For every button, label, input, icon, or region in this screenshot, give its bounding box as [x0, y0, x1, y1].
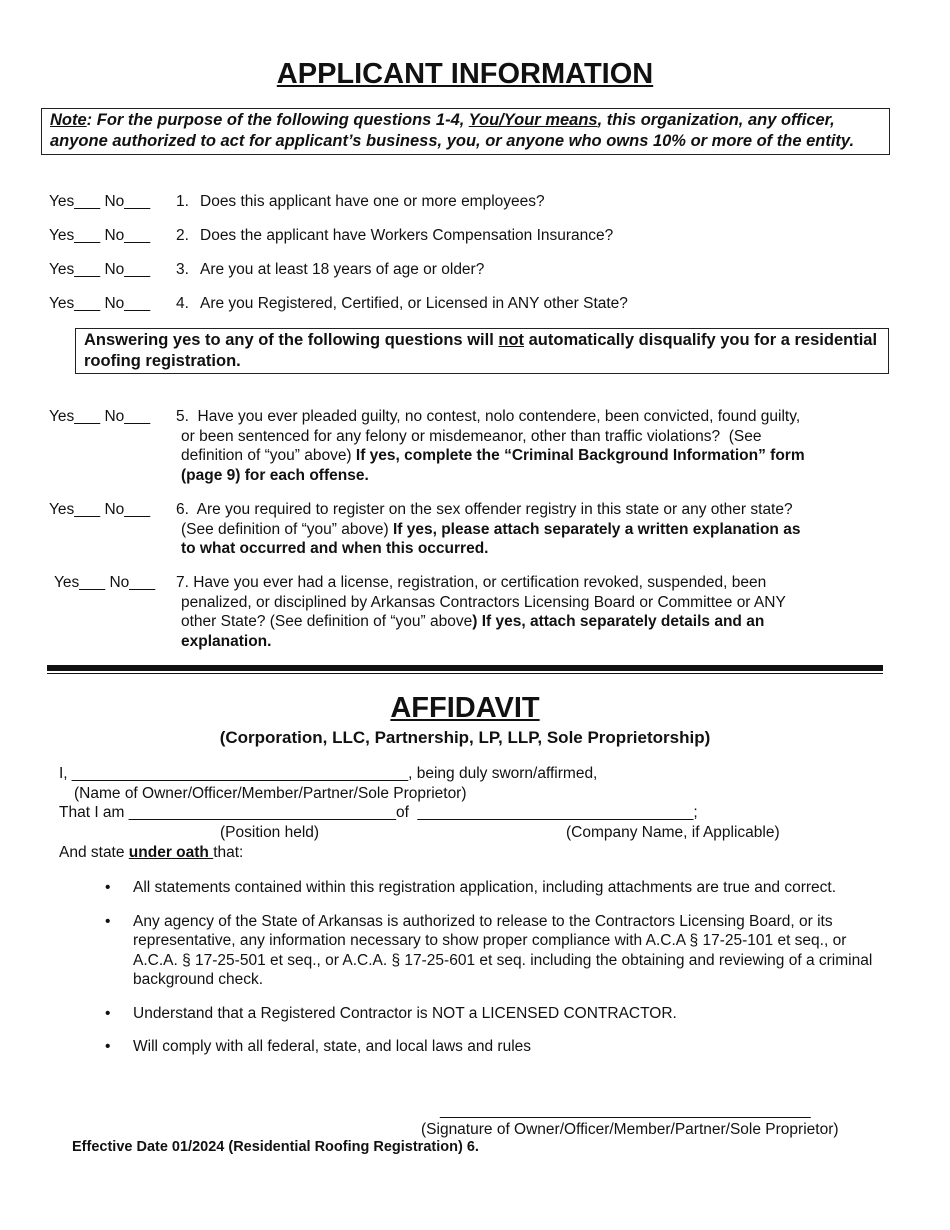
q6-line-2-bold: If yes, please attach separately a written explanation as [392, 520, 801, 538]
q6-line-3 [176, 539, 876, 559]
company-field-label: (Company Name, if Applicable) [566, 824, 780, 841]
q6-line-3-bold: to what occurred and when this occurred. [181, 540, 489, 557]
question-text: Does this applicant have one or more employees? [200, 193, 545, 210]
yes-no-blanks[interactable]: Yes___ No___ [49, 261, 151, 278]
question-text [176, 407, 876, 485]
name-field-label: (Name of Owner/Officer/Member/Partner/Sole Proprietor) [74, 785, 467, 802]
bullet-item: • All statements contained within this registration application, including attachments are true and correct. [103, 878, 873, 898]
position-field-label: (Position held) [220, 824, 320, 841]
bullet-item: • Will comply with all federal, state, and local laws and rules [103, 1037, 873, 1057]
notice-text-a: Answering yes to any of the following questions will [84, 331, 499, 349]
under-oath-text: under oath [128, 844, 214, 861]
yes-no-blanks[interactable]: Yes___ No___ [49, 501, 151, 518]
name-fill-line[interactable]: I, _______________________________________, being duly sworn/affirmed, [59, 765, 598, 782]
q7-line-3 [176, 612, 876, 632]
affidavit-title: AFFIDAVIT [390, 692, 540, 724]
section-divider-thick [47, 665, 883, 671]
section-divider-thin [47, 673, 883, 674]
company-blank[interactable]: ________________________________; [417, 804, 698, 821]
yes-no-blanks[interactable]: Yes___ No___ [49, 295, 151, 312]
note-text-b: , this organization, any officer, anyone authorized to act for applicant’s business, you, or anyone who owns 10% or more of the entity. [50, 111, 855, 150]
note-underlined: You/Your means [468, 111, 598, 129]
yes-no-blanks[interactable]: Yes___ No___ [49, 227, 151, 244]
q7-line-1: 7. Have you ever had a license, registration, or certification revoked, suspended, been [176, 574, 767, 591]
q5-line-3 [176, 446, 876, 466]
q5-line-3-plain: definition of “you” above) [181, 447, 356, 464]
yes-no-blanks[interactable]: Yes___ No___ [54, 574, 156, 591]
bullet-item: • Any agency of the State of Arkansas is authorized to release to the Contractors Licensing Board, or its representative, any information necessary to show proper compliance with A.C.A § 17-25-101 et seq., or A.C.A. § 17-25-501 et seq., or A.C.A. § 17-25-601 et seq. including the obtaining and reviewing of a criminal background check. [103, 912, 873, 990]
q7-line-4-bold: explanation. [181, 632, 272, 650]
position-blank[interactable]: That I am _______________________________of [59, 804, 418, 821]
notice-underlined: not [498, 331, 525, 349]
question-number: 1. [176, 193, 189, 210]
position-company-fill-line[interactable] [59, 803, 698, 823]
under-oath-statement [59, 843, 243, 863]
state-text-b: that: [213, 844, 244, 861]
affidavit-subtitle: (Corporation, LLC, Partnership, LP, LLP, Sole Proprietorship) [219, 728, 711, 747]
signature-line[interactable]: ___________________________________________ [440, 1102, 811, 1119]
question-text: Are you at least 18 years of age or older? [200, 261, 485, 278]
q5-line-1: 5. Have you ever pleaded guilty, no contest, nolo contendere, been convicted, found guilty, [176, 408, 801, 425]
question-text [176, 500, 876, 559]
q5-line-4-bold: (page 9) for each offense. [181, 466, 369, 484]
yes-no-blanks[interactable]: Yes___ No___ [49, 193, 151, 210]
question-number: 3. [176, 261, 189, 278]
q7-line-3-bold: ) If yes, attach separately details and an [472, 613, 765, 630]
page-title: APPLICANT INFORMATION [276, 58, 654, 90]
q6-line-1: 6. Are you required to register on the sex offender registry in this state or any other state? [176, 501, 793, 518]
footer-effective-date: Effective Date 01/2024 (Residential Roofing Registration) 6. [72, 1139, 479, 1155]
disqualify-notice-box [75, 328, 889, 374]
question-number: 4. [176, 295, 189, 312]
bullet-item: • Understand that a Registered Contractor is NOT a LICENSED CONTRACTOR. [103, 1004, 873, 1024]
q6-line-2-plain: (See definition of “you” above) [181, 520, 393, 538]
q7-line-4 [176, 632, 876, 652]
question-number: 2. [176, 227, 189, 244]
state-text-a: And state [59, 844, 129, 861]
q7-line-2: penalized, or disciplined by Arkansas Contractors Licensing Board or Committee or ANY [181, 593, 786, 611]
question-text: Does the applicant have Workers Compensation Insurance? [200, 227, 614, 244]
notice-text-b: automatically disqualify you for a residential roofing registration. [84, 331, 878, 370]
note-text-a: : For the purpose of the following questions 1-4, [86, 111, 469, 129]
q5-line-2: or been sentenced for any felony or misdemeanor, other than traffic violations? (See [181, 427, 762, 445]
note-box [41, 108, 890, 155]
q7-line-3-plain: other State? (See definition of “you” above [181, 613, 473, 630]
q6-line-2 [176, 520, 876, 540]
yes-no-blanks[interactable]: Yes___ No___ [49, 408, 151, 425]
note-label: Note [50, 111, 87, 129]
affidavit-bullet-list [103, 878, 873, 1071]
q5-line-4 [176, 466, 876, 486]
signature-label: (Signature of Owner/Officer/Member/Partner/Sole Proprietor) [421, 1121, 839, 1138]
question-text: Are you Registered, Certified, or Licensed in ANY other State? [200, 295, 628, 312]
question-text [176, 573, 876, 651]
q5-line-3-bold: If yes, complete the “Criminal Background Information” form [355, 447, 805, 464]
